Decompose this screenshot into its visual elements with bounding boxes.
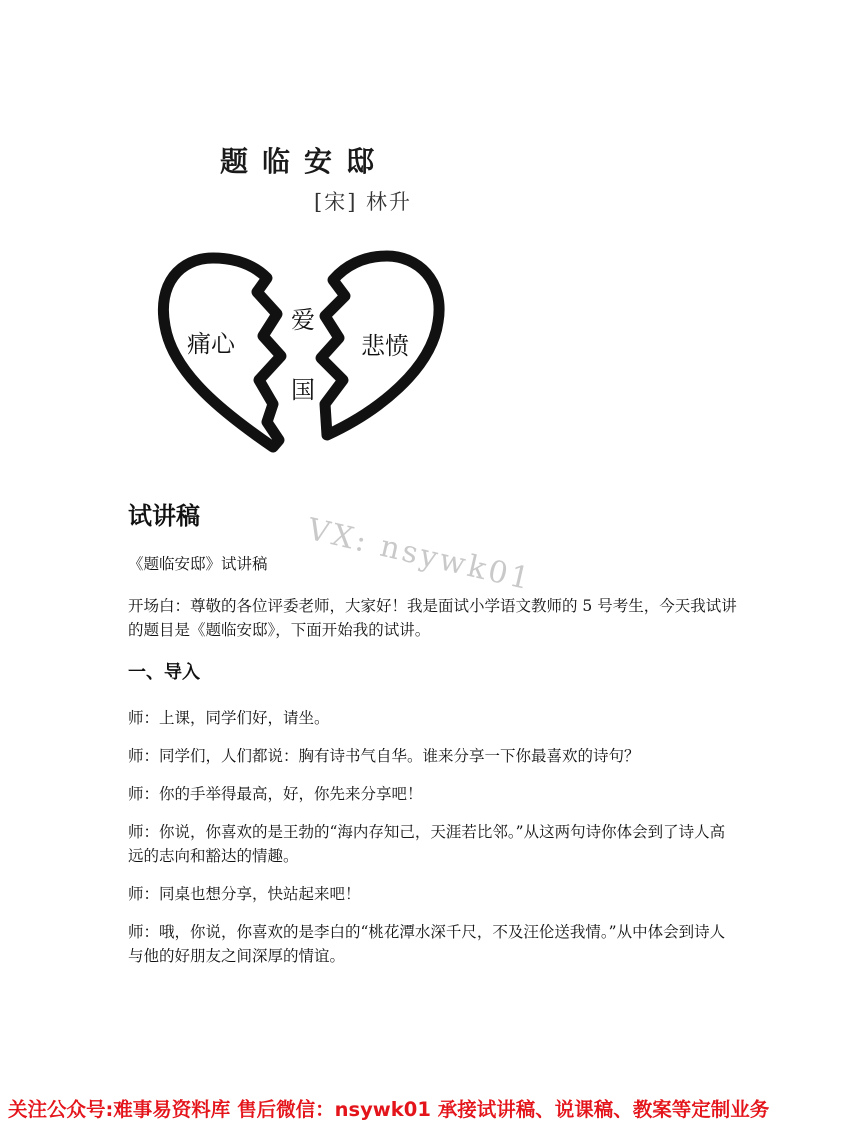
- paragraph: 师：上课，同学们好，请坐。: [128, 709, 330, 727]
- paragraph: 师：同学们，人们都说：胸有诗书气自华。谁来分享一下你最喜欢的诗句？: [128, 747, 640, 765]
- paragraph: 师：同桌也想分享，快站起来吧！: [128, 885, 361, 903]
- watermark: VX: nsywk01: [304, 512, 536, 598]
- section-title-intro: 一、导入: [128, 662, 200, 683]
- paragraph: 师：你的手举得最高，好，你先来分享吧！: [128, 785, 423, 803]
- heart-left-text: 痛心: [187, 330, 235, 358]
- paragraph: 师：哦，你说，你喜欢的是李白的“桃花潭水深千尺，不及汪伦送我情。”从中体会到诗人与他的好朋友之间深厚的情谊。: [128, 923, 726, 965]
- paragraph-opening: 开场白：尊敬的各位评委老师，大家好！我是面试小学语文教师的 5 号考生，今天我试讲的题目是《题临安邸》，下面开始我的试讲。: [128, 597, 737, 639]
- section-heading: 试讲稿: [128, 502, 200, 530]
- poem-author: [宋] 林升: [314, 190, 413, 214]
- heart-right-text: 悲愤: [361, 332, 409, 360]
- heart-center-bottom-text: 国: [291, 376, 315, 404]
- broken-heart-diagram: [155, 244, 455, 456]
- heart-center-top-text: 爱: [291, 306, 315, 334]
- poem-title: 题临安邸: [220, 145, 389, 178]
- doc-subtitle: 《题临安邸》试讲稿: [128, 555, 268, 573]
- paragraph: 师：你说，你喜欢的是王勃的“海内存知己，天涯若比邻。”从这两句诗你体会到了诗人高远的志向和豁达的情趣。: [128, 823, 726, 865]
- footer-banner: 关注公众号:难事易资料库 售后微信：nsywk01 承接试讲稿、说课稿、教案等定制业务: [8, 1098, 770, 1121]
